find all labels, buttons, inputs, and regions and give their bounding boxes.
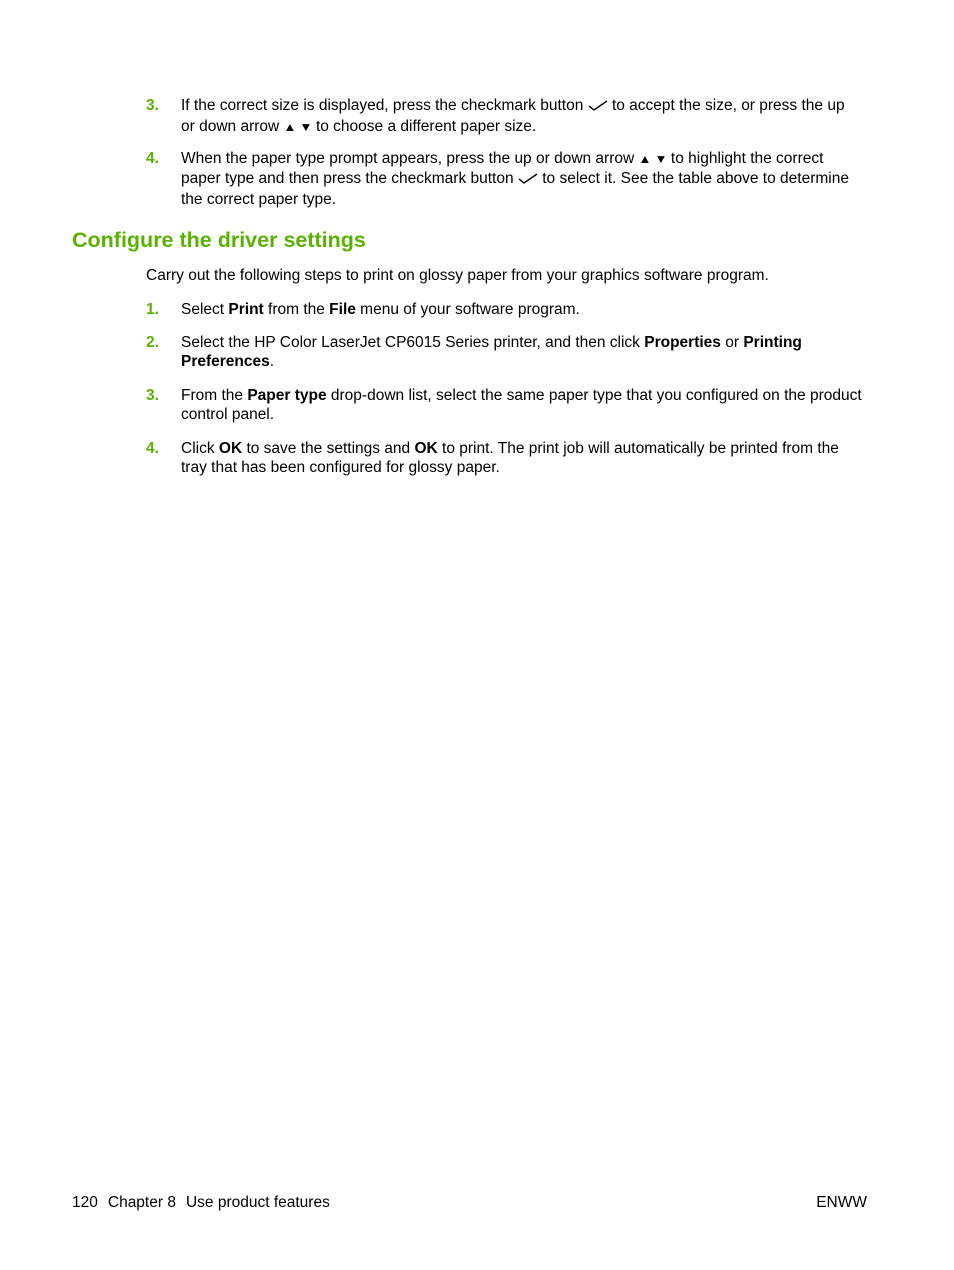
step-number: 1. [146, 301, 159, 318]
step-item [146, 439, 868, 477]
step-number: 2. [146, 334, 159, 351]
step-text-part: paper type and then press the checkmark button [181, 170, 514, 187]
page-footer [72, 1193, 330, 1212]
step-text: Select Print from the File menu of your software program. [181, 301, 580, 318]
step-item [146, 96, 868, 137]
step-text: From the Paper type drop-down list, select the same paper type that you configured on the product control panel. [181, 387, 862, 423]
step-item [146, 333, 868, 371]
section-title: Configure the driver settings [72, 228, 366, 252]
step-number: 4. [146, 150, 159, 167]
step-text-part: to accept the size, or press the up [611, 97, 845, 114]
step-text-part: When the paper type prompt appears, press the up or down arrow [181, 150, 635, 167]
step-number: 4. [146, 440, 159, 457]
step-text-part: If the correct size is displayed, press the checkmark button [181, 97, 584, 114]
step-number: 3. [146, 387, 159, 404]
page-number: 120 [72, 1194, 98, 1211]
step-text-part: to choose a different paper size. [315, 118, 537, 135]
step-text: Select the HP Color LaserJet CP6015 Series printer, and then click Properties or Printing Preferences. [181, 334, 802, 370]
step-item [146, 149, 868, 209]
checkmark-icon [518, 171, 538, 190]
footer-code: ENWW [816, 1194, 867, 1211]
intro-paragraph: Carry out the following steps to print on glossy paper from your graphics software program. [146, 267, 769, 284]
step-text-part: the correct paper type. [181, 191, 337, 208]
step-text-part: to select it. See the table above to determine [542, 170, 849, 187]
step-number: 3. [146, 97, 159, 114]
chapter-title: Use product features [185, 1194, 330, 1211]
step-item [146, 300, 868, 319]
step-item [146, 386, 868, 424]
step-text-part: to highlight the correct [670, 150, 824, 167]
step-text-part: or down arrow [181, 118, 280, 135]
step-text [181, 149, 868, 209]
up-arrow-icon: ▲ [282, 120, 297, 134]
checkmark-icon [588, 98, 608, 117]
chapter-label: Chapter 8 [107, 1194, 176, 1211]
down-arrow-icon: ▼ [654, 152, 668, 166]
step-text: Click OK to save the settings and OK to print. The print job will automatically be printed from the tray that has been configured for glossy paper. [181, 440, 839, 476]
up-arrow-icon: ▲ [637, 152, 652, 166]
step-text [181, 96, 868, 137]
down-arrow-icon: ▼ [299, 120, 313, 134]
